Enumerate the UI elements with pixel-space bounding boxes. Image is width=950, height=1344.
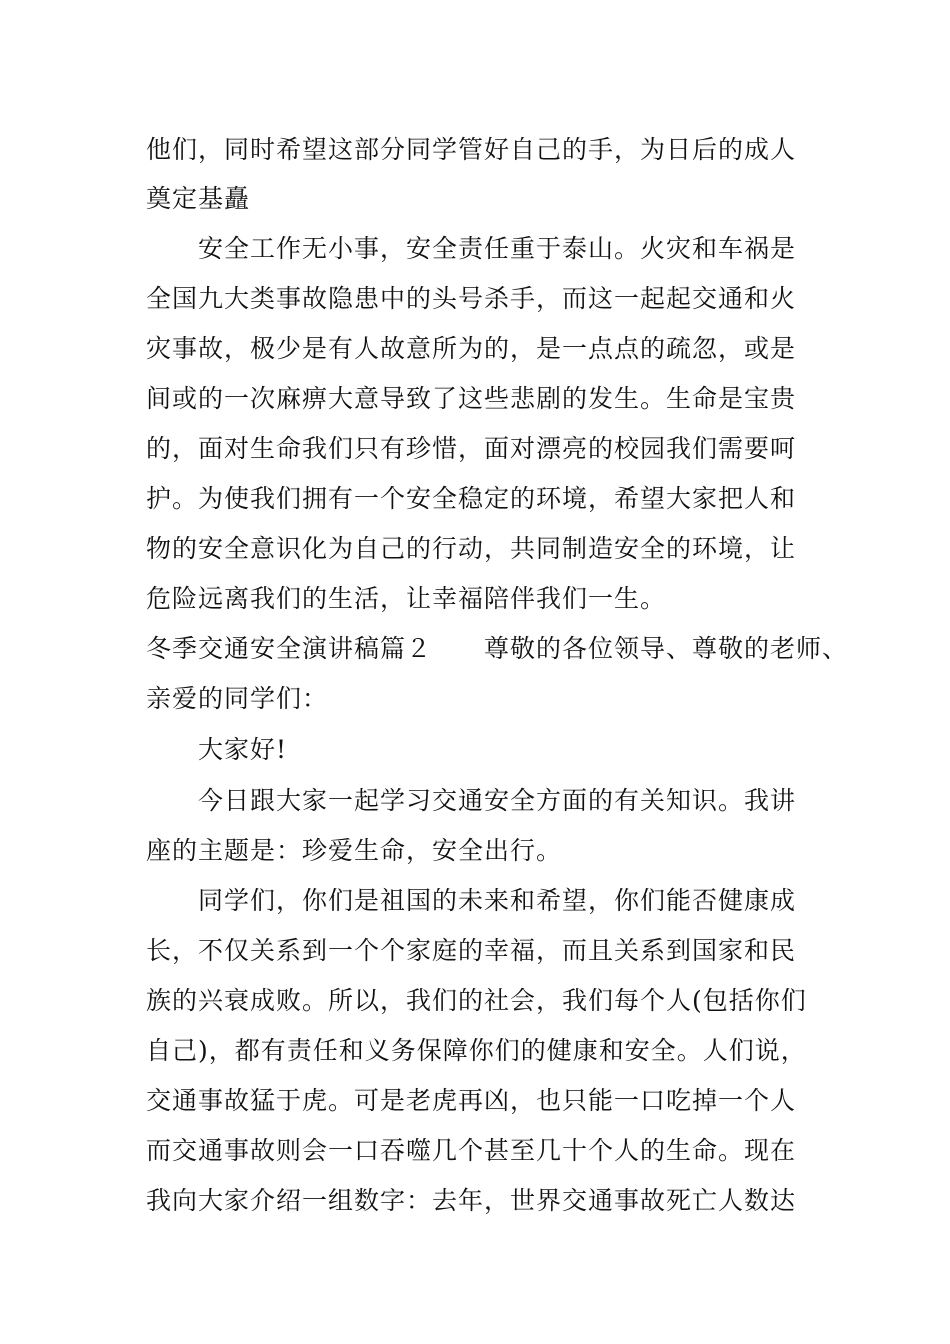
text-line: 危险远离我们的生活，让幸福陪伴我们一生。: [146, 584, 667, 613]
text-line: 座的主题是：珍爱生命，安全出行。: [146, 836, 563, 865]
text-line: 间或的一次麻痹大意导致了这些悲剧的发生。生命是宝贵: [146, 384, 797, 413]
paragraph-first-line: 同学们，你们是祖国的未来和希望，你们能否健康成: [198, 886, 797, 915]
text-line: 灾事故，极少是有人故意所为的，是一点点的疏忽，或是: [146, 334, 797, 363]
text-line: 亲爱的同学们：: [146, 684, 329, 713]
text-line: 交通事故猛于虎。可是老虎再凶，也只能一口吃掉一个人: [146, 1086, 797, 1115]
text-line: 而交通事故则会一口吞噬几个甚至几十个人的生命。现在: [146, 1136, 797, 1165]
text-line: 的，面对生命我们只有珍惜，面对漂亮的校园我们需要呵: [146, 434, 797, 463]
text-line: 全国九大类事故隐患中的头号杀手，而这一起起交通和火: [146, 284, 797, 313]
text-line: 他们，同时希望这部分同学管好自己的手，为日后的成人: [146, 135, 797, 164]
text-line: 自己)，都有责任和义务保障你们的健康和安全。人们说，: [146, 1036, 807, 1065]
paragraph-first-line: 安全工作无小事，安全责任重于泰山。火灾和车祸是: [198, 234, 797, 263]
text-line: 长，不仅关系到一个个家庭的幸福，而且关系到国家和民: [146, 936, 797, 965]
section-heading: 冬季交通安全演讲稿篇２ 尊敬的各位领导、尊敬的老师、: [146, 634, 849, 663]
greeting: 大家好!: [198, 735, 288, 764]
text-line: 奠定基矗: [146, 184, 251, 213]
text-line: 我向大家介绍一组数字：去年，世界交通事故死亡人数达: [146, 1186, 797, 1215]
text-line: 护。为使我们拥有一个安全稳定的环境，希望大家把人和: [146, 484, 797, 513]
text-line: 族的兴衰成败。所以，我们的社会，我们每个人(包括你们: [146, 986, 807, 1015]
paragraph-first-line: 今日跟大家一起学习交通安全方面的有关知识。我讲: [198, 786, 797, 815]
text-line: 物的安全意识化为自己的行动，共同制造安全的环境，让: [146, 534, 797, 563]
